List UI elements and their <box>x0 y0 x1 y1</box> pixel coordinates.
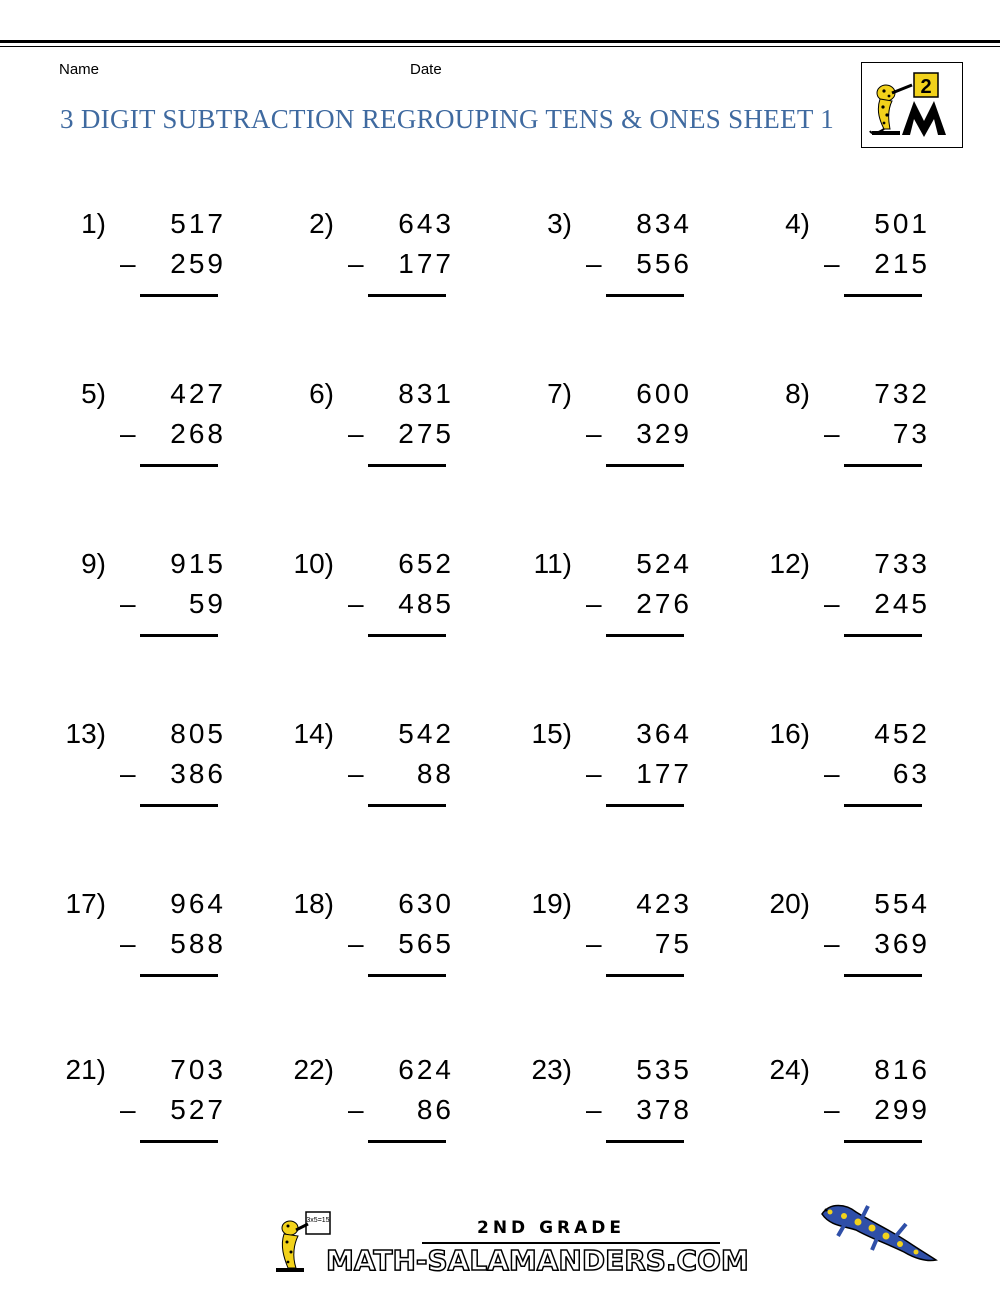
page-title: 3 DIGIT SUBTRACTION REGROUPING TENS & ONES SHEET 1 <box>60 104 835 134</box>
subtrahend: 59 <box>188 588 226 619</box>
minuend: 501 <box>874 208 930 239</box>
minuend: 732 <box>874 378 930 409</box>
problem-16 <box>738 718 938 828</box>
problem-number: 4) <box>785 208 810 239</box>
problem-18 <box>262 888 462 998</box>
minus-sign: – <box>120 1094 136 1125</box>
minus-sign: – <box>824 928 840 959</box>
problem-number: 16) <box>769 718 810 749</box>
minuend: 643 <box>398 208 454 239</box>
minuend: 834 <box>636 208 692 239</box>
minuend: 600 <box>636 378 692 409</box>
problem-number: 6) <box>309 378 334 409</box>
problem-10 <box>262 548 462 658</box>
minuend: 554 <box>874 888 930 919</box>
minus-sign: – <box>824 1094 840 1125</box>
minuend: 427 <box>170 378 226 409</box>
salamander-logo-icon <box>862 63 962 147</box>
grade-logo <box>861 62 963 148</box>
footer-site-name: MATH-SALAMANDERS.COM <box>326 1244 749 1277</box>
minus-sign: – <box>824 588 840 619</box>
name-label: Name <box>59 61 100 78</box>
answer-line <box>368 294 446 297</box>
problem-22 <box>262 1054 462 1164</box>
minus-sign: – <box>348 758 364 789</box>
minus-sign: – <box>586 248 602 279</box>
answer-line <box>844 804 922 807</box>
problem-number: 7) <box>547 378 572 409</box>
minuend: 364 <box>636 718 692 749</box>
minuend: 816 <box>874 1054 930 1085</box>
problem-4 <box>738 208 938 318</box>
minus-sign: – <box>120 418 136 449</box>
problem-number: 17) <box>65 888 106 919</box>
salamander-mascot-icon <box>272 1210 332 1276</box>
top-rule <box>0 40 1000 43</box>
answer-line <box>844 1140 922 1143</box>
answer-line <box>844 974 922 977</box>
minus-sign: – <box>348 1094 364 1125</box>
answer-line <box>368 464 446 467</box>
answer-line <box>140 974 218 977</box>
subtrahend: 63 <box>892 758 930 789</box>
minuend: 831 <box>398 378 454 409</box>
problem-number: 2) <box>309 208 334 239</box>
minuend: 652 <box>398 548 454 579</box>
answer-line <box>606 464 684 467</box>
minus-sign: – <box>120 588 136 619</box>
problem-number: 11) <box>533 548 572 579</box>
answer-line <box>606 804 684 807</box>
minus-sign: – <box>586 418 602 449</box>
problem-number: 12) <box>769 548 810 579</box>
problem-number: 1) <box>81 208 106 239</box>
minuend: 805 <box>170 718 226 749</box>
problem-14 <box>262 718 462 828</box>
minuend: 517 <box>170 208 226 239</box>
problem-number: 18) <box>293 888 334 919</box>
subtrahend: 378 <box>636 1094 692 1125</box>
problem-12 <box>738 548 938 658</box>
minus-sign: – <box>586 1094 602 1125</box>
problem-1 <box>34 208 234 318</box>
answer-line <box>368 634 446 637</box>
minuend: 624 <box>398 1054 454 1085</box>
subtrahend: 275 <box>398 418 454 449</box>
subtrahend: 86 <box>416 1094 454 1125</box>
answer-line <box>140 294 218 297</box>
problem-number: 19) <box>531 888 572 919</box>
problem-number: 21) <box>65 1054 106 1085</box>
minus-sign: – <box>120 928 136 959</box>
subtrahend: 73 <box>892 418 930 449</box>
problem-number: 13) <box>65 718 106 749</box>
minuend: 423 <box>636 888 692 919</box>
problem-5 <box>34 378 234 488</box>
subtrahend: 245 <box>874 588 930 619</box>
minus-sign: – <box>348 928 364 959</box>
answer-line <box>140 464 218 467</box>
answer-line <box>606 634 684 637</box>
subtrahend: 556 <box>636 248 692 279</box>
minus-sign: – <box>348 588 364 619</box>
subtrahend: 485 <box>398 588 454 619</box>
minus-sign: – <box>586 588 602 619</box>
problem-2 <box>262 208 462 318</box>
problem-23 <box>500 1054 700 1164</box>
problem-20 <box>738 888 938 998</box>
problem-19 <box>500 888 700 998</box>
subtrahend: 215 <box>874 248 930 279</box>
problem-number: 8) <box>785 378 810 409</box>
problem-number: 5) <box>81 378 106 409</box>
problem-number: 15) <box>531 718 572 749</box>
subtrahend: 88 <box>416 758 454 789</box>
minus-sign: – <box>120 758 136 789</box>
minuend: 452 <box>874 718 930 749</box>
logo-digit: 2 <box>920 76 932 98</box>
minuend: 630 <box>398 888 454 919</box>
subtrahend: 268 <box>170 418 226 449</box>
subtrahend: 259 <box>170 248 226 279</box>
answer-line <box>844 634 922 637</box>
minus-sign: – <box>586 928 602 959</box>
problem-11 <box>500 548 700 658</box>
minuend: 542 <box>398 718 454 749</box>
subtrahend: 565 <box>398 928 454 959</box>
minus-sign: – <box>824 248 840 279</box>
minuend: 964 <box>170 888 226 919</box>
problem-13 <box>34 718 234 828</box>
problem-number: 24) <box>769 1054 810 1085</box>
problem-9 <box>34 548 234 658</box>
answer-line <box>368 804 446 807</box>
answer-line <box>140 1140 218 1143</box>
subtrahend: 369 <box>874 928 930 959</box>
subtrahend: 527 <box>170 1094 226 1125</box>
problem-number: 22) <box>293 1054 334 1085</box>
problem-number: 14) <box>293 718 334 749</box>
answer-line <box>140 634 218 637</box>
problem-number: 3) <box>547 208 572 239</box>
problem-8 <box>738 378 938 488</box>
subtrahend: 276 <box>636 588 692 619</box>
minuend: 733 <box>874 548 930 579</box>
answer-line <box>606 294 684 297</box>
subtrahend: 329 <box>636 418 692 449</box>
answer-line <box>140 804 218 807</box>
footer-grade: 2ND GRADE <box>477 1218 626 1238</box>
problem-number: 10) <box>293 548 334 579</box>
problem-24 <box>738 1054 938 1164</box>
answer-line <box>368 974 446 977</box>
minuend: 915 <box>170 548 226 579</box>
board-text: 3x5=15 <box>306 1217 330 1224</box>
minuend: 524 <box>636 548 692 579</box>
minus-sign: – <box>824 418 840 449</box>
date-label: Date <box>410 61 442 78</box>
problem-3 <box>500 208 700 318</box>
minus-sign: – <box>120 248 136 279</box>
minuend: 535 <box>636 1054 692 1085</box>
problem-number: 23) <box>531 1054 572 1085</box>
problem-number: 9) <box>81 548 106 579</box>
problem-17 <box>34 888 234 998</box>
minus-sign: – <box>348 248 364 279</box>
blue-salamander-icon <box>816 1196 940 1268</box>
footer-branding <box>272 1210 749 1280</box>
minuend: 703 <box>170 1054 226 1085</box>
answer-line <box>368 1140 446 1143</box>
problem-number: 20) <box>769 888 810 919</box>
answer-line <box>606 1140 684 1143</box>
minus-sign: – <box>586 758 602 789</box>
subtrahend: 177 <box>398 248 454 279</box>
subtrahend: 299 <box>874 1094 930 1125</box>
answer-line <box>844 464 922 467</box>
minus-sign: – <box>348 418 364 449</box>
problem-15 <box>500 718 700 828</box>
answer-line <box>606 974 684 977</box>
subtrahend: 386 <box>170 758 226 789</box>
subtrahend: 588 <box>170 928 226 959</box>
minus-sign: – <box>824 758 840 789</box>
problem-21 <box>34 1054 234 1164</box>
problem-7 <box>500 378 700 488</box>
subtrahend: 75 <box>654 928 692 959</box>
problem-6 <box>262 378 462 488</box>
top-rule-thin <box>0 46 1000 47</box>
answer-line <box>844 294 922 297</box>
subtrahend: 177 <box>636 758 692 789</box>
